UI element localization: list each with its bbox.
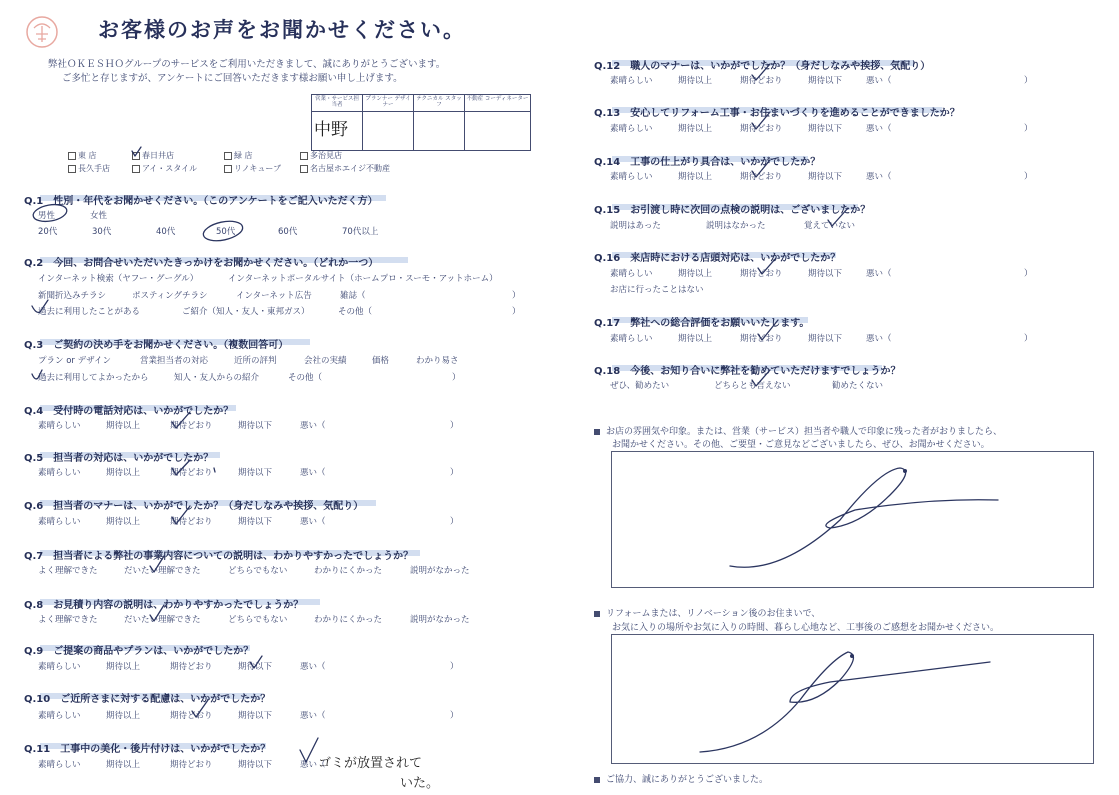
- q9-option: ）: [450, 662, 459, 672]
- check-mark-icon: [214, 468, 215, 472]
- store-option[interactable]: 長久手店: [68, 163, 110, 174]
- q7-option[interactable]: 説明がなかった: [410, 566, 470, 576]
- q1-option[interactable]: 30代: [92, 227, 112, 237]
- question-text: Q.6 担当者のマナーは、いかがでしたか？（身だしなみや挨拶、気配り）: [24, 501, 364, 512]
- store-option[interactable]: 緑 店: [224, 150, 253, 161]
- q1-option[interactable]: 男性: [38, 211, 56, 221]
- q13-option[interactable]: 期待以上: [678, 124, 713, 134]
- staff-header: プランナー デザイナー: [363, 95, 413, 112]
- check-mark-icon: [752, 370, 770, 386]
- question-text: Q.15 お引渡し時に次回の点検の説明は、ございましたか？: [594, 205, 871, 216]
- q2-option[interactable]: 雑誌（: [340, 291, 366, 301]
- q17-option: ）: [1024, 334, 1033, 344]
- q16-option[interactable]: 悪い（: [866, 269, 892, 279]
- check-mark-icon: [32, 300, 48, 312]
- q6-option[interactable]: 素晴らしい: [38, 517, 81, 527]
- question-text: Q.8 お見積り内容の説明は、わかりやすかったでしょうか？: [24, 600, 304, 611]
- q10-option[interactable]: 期待どおり: [170, 711, 213, 721]
- comment-section-2-label: リフォームまたは、リノベーション後のお住まいで、: [594, 606, 820, 619]
- question-text: Q.4 受付時の電話対応は、いかがでしたか？: [24, 406, 234, 417]
- q11-option[interactable]: 期待以上: [106, 760, 141, 770]
- q15-option[interactable]: 覚えていない: [804, 221, 856, 231]
- q17-option[interactable]: 期待以下: [808, 334, 843, 344]
- check-mark-icon: [752, 64, 770, 80]
- q13-option[interactable]: 素晴らしい: [610, 124, 653, 134]
- circle-mark-icon: [32, 202, 68, 224]
- question-text: Q.3 ご契約の決め手をお聞かせください。（複数回答可）: [24, 340, 289, 351]
- question-text: Q.2 今回、お問合せいただいたきっかけをお聞かせください。（どれか一つ）: [24, 258, 379, 269]
- store-option[interactable]: 多治見店: [300, 150, 342, 161]
- question-text: Q.5 担当者の対応は、いかがでしたか？: [24, 453, 214, 464]
- check-mark-icon: [150, 605, 164, 621]
- q6-option[interactable]: 期待どおり: [170, 517, 213, 527]
- q2-option[interactable]: ポスティングチラシ: [132, 291, 208, 301]
- q3-option[interactable]: 近所の評判: [234, 356, 277, 366]
- q11-option[interactable]: 期待どおり: [170, 760, 213, 770]
- q3-option[interactable]: プラン or デザイン: [38, 356, 112, 366]
- footer-thanks: ご協力、誠にありがとうございました。: [594, 772, 768, 785]
- check-mark-icon: [32, 370, 42, 379]
- q16-option[interactable]: 期待以上: [678, 269, 713, 279]
- question-text: Q.7 担当者による弊社の事業内容についての説明は、わかりやすかったでしょうか？: [24, 551, 414, 562]
- q10-option[interactable]: 悪い（: [300, 711, 326, 721]
- q1-option[interactable]: 50代: [216, 227, 236, 237]
- q2-option[interactable]: インターネット検索（ヤフー・グーグル）: [38, 274, 199, 284]
- check-mark-icon: [172, 412, 190, 428]
- staff-handwritten-name: 中野: [314, 120, 348, 140]
- q9-option[interactable]: 期待以下: [238, 662, 273, 672]
- intro-line-1: 弊社ＯＫＥＳＨＯグループのサービスをご利用いただきまして、誠にありがとうございます。: [48, 59, 446, 70]
- q1-option[interactable]: 20代: [38, 227, 58, 237]
- q8-option[interactable]: 説明がなかった: [410, 615, 470, 625]
- q10-option[interactable]: 期待以上: [106, 711, 141, 721]
- q2-option[interactable]: インターネットポータルサイト（ホームプロ・スーモ・アットホーム）: [228, 274, 498, 284]
- q5-option[interactable]: 期待どおり: [170, 468, 213, 478]
- q12-option[interactable]: 素晴らしい: [610, 76, 653, 86]
- q9-option[interactable]: 期待以上: [106, 662, 141, 672]
- q12-option[interactable]: 期待以下: [808, 76, 843, 86]
- question-text: Q.17 弊社への総合評価をお願いいたします。: [594, 318, 810, 329]
- q1-option[interactable]: 女性: [90, 211, 108, 221]
- q6-option[interactable]: 期待以下: [238, 517, 273, 527]
- circle-mark-icon: [202, 218, 245, 244]
- q8-option[interactable]: よく理解できた: [38, 615, 98, 625]
- q8-option[interactable]: どちらでもない: [228, 615, 288, 625]
- q9-option[interactable]: 素晴らしい: [38, 662, 81, 672]
- staff-header: 不動産 コーディネーター: [465, 95, 530, 112]
- q11-handwritten-note-line-1: ゴミが放置されて: [318, 756, 423, 771]
- question-text: Q.16 来店時における店頭対応は、いかがでしたか？: [594, 253, 841, 264]
- q18-option[interactable]: 勧めたくない: [832, 381, 884, 391]
- staff-header: 営業・サービス担当者: [312, 95, 362, 112]
- q17-option[interactable]: 期待以上: [678, 334, 713, 344]
- q18-option[interactable]: どちらとも言えない: [714, 381, 791, 391]
- q13-option: ）: [1024, 124, 1033, 134]
- q14-option[interactable]: 期待以上: [678, 172, 713, 182]
- q3-option[interactable]: 知人・友人からの紹介: [174, 373, 260, 383]
- q2-option: ）: [512, 291, 521, 301]
- q2-option[interactable]: 新聞折込みチラシ: [38, 291, 107, 301]
- q10-option: ）: [450, 711, 459, 721]
- squiggle-mark-icon: [700, 652, 990, 752]
- q4-option: ）: [450, 421, 459, 431]
- q2-option: ）: [512, 307, 521, 317]
- check-mark-icon: [752, 160, 770, 177]
- check-mark-icon: [150, 556, 164, 572]
- q1-option[interactable]: 70代以上: [342, 227, 379, 237]
- squiggle-mark-icon: [730, 468, 998, 567]
- check-mark-icon: [300, 738, 318, 762]
- question-text: Q.14 工事の仕上がり具合は、いかがでしたか？: [594, 157, 821, 168]
- q11-option[interactable]: 期待以下: [238, 760, 273, 770]
- q16-option[interactable]: 素晴らしい: [610, 269, 653, 279]
- q12-option[interactable]: 期待どおり: [740, 76, 783, 86]
- q10-option[interactable]: 素晴らしい: [38, 711, 81, 721]
- q6-option[interactable]: 期待以上: [106, 517, 141, 527]
- q7-option[interactable]: だいたい理解できた: [124, 566, 201, 576]
- check-mark-icon: [758, 320, 778, 340]
- q7-option[interactable]: どちらでもない: [228, 566, 288, 576]
- q7-option[interactable]: よく理解できた: [38, 566, 98, 576]
- q4-option[interactable]: 期待以上: [106, 421, 141, 431]
- q13-option[interactable]: 期待どおり: [740, 124, 783, 134]
- q14-option[interactable]: 期待どおり: [740, 172, 783, 182]
- q12-option[interactable]: 期待以上: [678, 76, 713, 86]
- q15-option[interactable]: 説明はあった: [610, 221, 661, 231]
- check-mark-icon: [250, 656, 262, 668]
- q15-option[interactable]: 説明はなかった: [706, 221, 766, 231]
- q2-option[interactable]: ご紹介（知人・友人・東邦ガス）: [182, 307, 310, 317]
- q14-option: ）: [1024, 172, 1033, 182]
- q13-option[interactable]: 悪い（: [866, 124, 892, 134]
- staff-header: テクニカル スタッフ: [414, 95, 464, 112]
- q12-option: ）: [1024, 76, 1033, 86]
- question-text: Q.13 安心してリフォーム工事・お住まいづくりを進めることができましたか？: [594, 108, 960, 119]
- question-text: Q.1 性別・年代をお聞かせください。（このアンケートをご記入いただく方）: [24, 196, 378, 207]
- q7-option[interactable]: わかりにくかった: [314, 566, 383, 576]
- q16-option: ）: [1024, 269, 1033, 279]
- store-option[interactable]: リノキューブ: [224, 163, 281, 174]
- q11-option[interactable]: 悪い（: [300, 760, 326, 770]
- q16-option[interactable]: 期待どおり: [740, 269, 783, 279]
- q6-option[interactable]: 悪い（: [300, 517, 326, 527]
- question-text: Q.11 工事中の美化・後片付けは、いかがでしたか？: [24, 744, 271, 755]
- check-mark-icon: [192, 700, 208, 717]
- q6-option: ）: [450, 517, 459, 527]
- q3-option[interactable]: その他（: [288, 373, 323, 383]
- q14-option[interactable]: 素晴らしい: [610, 172, 653, 182]
- check-mark-icon: [828, 208, 848, 226]
- check-mark-icon: [172, 506, 190, 524]
- store-option[interactable]: 名古屋ホエイジ不動産: [300, 163, 390, 174]
- q3-option[interactable]: わかり易さ: [416, 356, 459, 366]
- q5-option[interactable]: 悪い（: [300, 468, 326, 478]
- q9-option[interactable]: 期待どおり: [170, 662, 213, 672]
- q16-option[interactable]: 期待以下: [808, 269, 843, 279]
- q14-option[interactable]: 悪い（: [866, 172, 892, 182]
- q3-option[interactable]: 過去に利用してよかったから: [38, 373, 149, 383]
- store-option[interactable]: アイ・スタイル: [132, 163, 197, 174]
- q17-option[interactable]: 悪い（: [866, 334, 892, 344]
- q1-option[interactable]: 60代: [278, 227, 298, 237]
- q5-option[interactable]: 期待以下: [238, 468, 273, 478]
- q1-option[interactable]: 40代: [156, 227, 176, 237]
- check-mark-icon: [758, 258, 776, 274]
- comment-section-1-label: お店の雰囲気や印象。または、営業（サービス）担当者や職人で印象に残った者がおりましたら、: [594, 424, 1002, 437]
- q4-option[interactable]: 悪い（: [300, 421, 326, 431]
- q11-handwritten-note-line-2: いた。: [400, 776, 440, 791]
- intro-line-2: ご多忙と存じますが、アンケートにご回答いただきます様お願い申し上げます。: [62, 73, 403, 84]
- check-mark-icon: [172, 460, 190, 475]
- q8-option[interactable]: わかりにくかった: [314, 615, 383, 625]
- q14-option[interactable]: 期待以下: [808, 172, 843, 182]
- q5-option[interactable]: 期待以上: [106, 468, 141, 478]
- page-title: お客様のお声をお聞かせください。: [98, 18, 466, 42]
- comment-section-1-sublabel: お聞かせください。その他、ご要望・ご意見などございましたら、ぜひ、お聞かせください。: [612, 440, 990, 450]
- q3-option: ）: [452, 373, 461, 383]
- q9-option[interactable]: 悪い（: [300, 662, 326, 672]
- q3-option[interactable]: 会社の実績: [304, 356, 347, 366]
- q4-option[interactable]: 素晴らしい: [38, 421, 81, 431]
- q2-option[interactable]: 過去に利用したことがある: [38, 307, 141, 317]
- q5-option: ）: [450, 468, 459, 478]
- check-mark-icon: [752, 112, 770, 129]
- q13-option[interactable]: 期待以下: [808, 124, 843, 134]
- q17-option[interactable]: 期待どおり: [740, 334, 783, 344]
- check-mark-icon: [132, 147, 141, 156]
- q3-option[interactable]: 営業担当者の対応: [140, 356, 209, 366]
- question-text: Q.9 ご提案の商品やプランは、いかがでしたか？: [24, 646, 254, 657]
- q2-option[interactable]: インターネット広告: [236, 291, 312, 301]
- store-option[interactable]: 東 店: [68, 150, 97, 161]
- question-text: Q.10 ご近所さまに対する配慮は、いかがでしたか？: [24, 694, 271, 705]
- store-option[interactable]: 春日井店: [132, 150, 174, 161]
- q4-option[interactable]: 期待以下: [238, 421, 273, 431]
- q18-option[interactable]: ぜひ、勧めたい: [610, 381, 670, 391]
- q2-option[interactable]: その他（: [338, 307, 373, 317]
- q12-option[interactable]: 悪い（: [866, 76, 892, 86]
- q10-option[interactable]: 期待以下: [238, 711, 273, 721]
- q16-option[interactable]: お店に行ったことはない: [610, 285, 704, 295]
- question-text: Q.12 職人のマナーは、いかがでしたか？（身だしなみや挨拶、気配り）: [594, 61, 931, 72]
- q11-option[interactable]: 素晴らしい: [38, 760, 81, 770]
- q17-option[interactable]: 素晴らしい: [610, 334, 653, 344]
- q8-option[interactable]: だいたい理解できた: [124, 615, 201, 625]
- question-text: Q.18 今後、お知り合いに弊社を勧めていただけますでしょうか？: [594, 366, 901, 377]
- comment-section-2-sublabel: お気に入りの場所やお気に入りの時間、暮らし心地など、工事後のご感想をお聞かせください。: [612, 623, 1000, 633]
- q3-option[interactable]: 価格: [372, 356, 390, 366]
- q5-option[interactable]: 素晴らしい: [38, 468, 81, 478]
- q4-option[interactable]: 期待どおり: [170, 421, 213, 431]
